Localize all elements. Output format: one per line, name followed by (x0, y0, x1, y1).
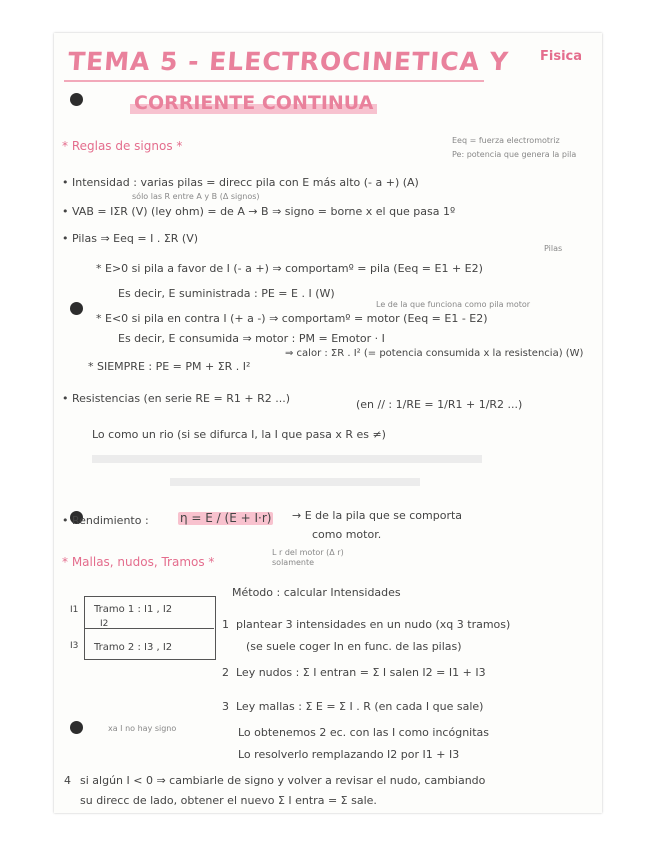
binder-hole (70, 721, 83, 734)
tramo-2-label: Tramo 2 : I3 , I2 (94, 642, 173, 653)
step-4-line: si algún I < 0 ⇒ cambiarle de signo y volver a revisar el nudo, cambiando (80, 774, 486, 787)
tramo-1-label: Tramo 1 : I1 , I2 (94, 604, 173, 615)
resistencias-paralelo: (en // : 1/RE = 1/R1 + 1/R2 ...) (356, 398, 523, 411)
current-i1-label: I1 (70, 605, 79, 615)
vab-line: • VAB = IΣR (V) (ley ohm) = de A → B ⇒ signo = borne x el que pasa 1º (62, 205, 456, 218)
section-heading-reglas: * Reglas de signos * (62, 139, 183, 153)
binder-hole (70, 93, 83, 106)
step-2-line: Ley nudos : Σ I entran = Σ I salen I2 = I1 + I3 (236, 666, 486, 679)
consumida-line: Es decir, E consumida ⇒ motor : PM = Emotor · I (118, 332, 385, 345)
step-1-line: plantear 3 intensidades en un nudo (xq 3 tramos) (236, 618, 511, 631)
side-note-eq: Eeq = fuerza electromotriz (452, 136, 560, 145)
subject-label: Fisica (540, 49, 583, 64)
e-positive-line: * E>0 si pila a favor de I (- a +) ⇒ comportamº = pila (Eeq = E1 + E2) (96, 262, 483, 275)
step-3-result: Lo obtenemos 2 ec. con las I como incógnitas (238, 726, 490, 739)
resistencias-serie: • Resistencias (en serie RE = R1 + R2 ...) (62, 392, 290, 405)
rendimiento-formula: η = E / (E + I·r) (180, 511, 272, 525)
section-heading-mallas: * Mallas, nudos, Tramos * (62, 555, 215, 569)
rendimiento-r-note: L r del motor (Δ r) solamente (272, 548, 344, 567)
side-note-pe: Pe: potencia que genera la pila (452, 150, 577, 159)
step-4-number: 4 (64, 774, 71, 787)
rendimiento-label: • Rendimiento : (62, 514, 149, 527)
step-1-number: 1 (222, 618, 229, 631)
pilas-line: • Pilas ⇒ Eeq = I . ΣR (V) (62, 232, 199, 245)
compila-note: Le de la que funciona como pila motor (376, 300, 531, 309)
current-i3-label: I3 (70, 641, 79, 651)
suministrada-line: Es decir, E suministrada : PE = E . I (W) (118, 287, 335, 300)
calor-line: ⇒ calor : ΣR . I² (= potencia consumida x la resistencia) (W) (285, 348, 584, 359)
metodo-line: Método : calcular Intensidades (232, 586, 401, 599)
intensidad-line: • Intensidad : varias pilas = direcc pila con E más alto (- a +) (A) (62, 176, 419, 189)
step-2-number: 2 (222, 666, 229, 679)
rendimiento-desc-2: como motor. (312, 528, 382, 541)
rendimiento-desc-1: → E de la pila que se comporta (292, 509, 463, 522)
e-negative-line: * E<0 si pila en contra I (+ a -) ⇒ comportamº = motor (Eeq = E1 - E2) (96, 312, 488, 325)
faded-highlight (170, 478, 420, 486)
resistencias-nota: Lo como un rio (si se difurca I, la I que pasa x R es ≠) (92, 428, 386, 441)
faded-highlight (92, 455, 482, 463)
pilas-label: Pilas (544, 244, 563, 253)
step-3-line: Ley mallas : Σ E = Σ I . R (en cada I que sale) (236, 700, 484, 713)
intensidad-note: sólo las R entre A y B (Δ signos) (132, 192, 260, 201)
step-4-line-2: su direcc de lado, obtener el nuevo Σ I entra = Σ sale. (80, 794, 377, 807)
side-note-signo: xa I no hay signo (108, 724, 177, 733)
title-line-1: TEMA 5 - ELECTROCINETICA Y (67, 47, 510, 76)
binder-hole (70, 302, 83, 315)
step-3-resolve: Lo resolverlo remplazando I2 por I1 + I3 (238, 748, 460, 761)
title-underline (64, 80, 484, 82)
title-line-2: CORRIENTE CONTINUA (130, 92, 377, 114)
siempre-line: * SIEMPRE : PE = PM + ΣR . I² (88, 360, 251, 373)
current-i2-label: I2 (100, 619, 109, 629)
step-1-note: (se suele coger In en func. de las pilas) (246, 640, 462, 653)
step-3-number: 3 (222, 700, 229, 713)
